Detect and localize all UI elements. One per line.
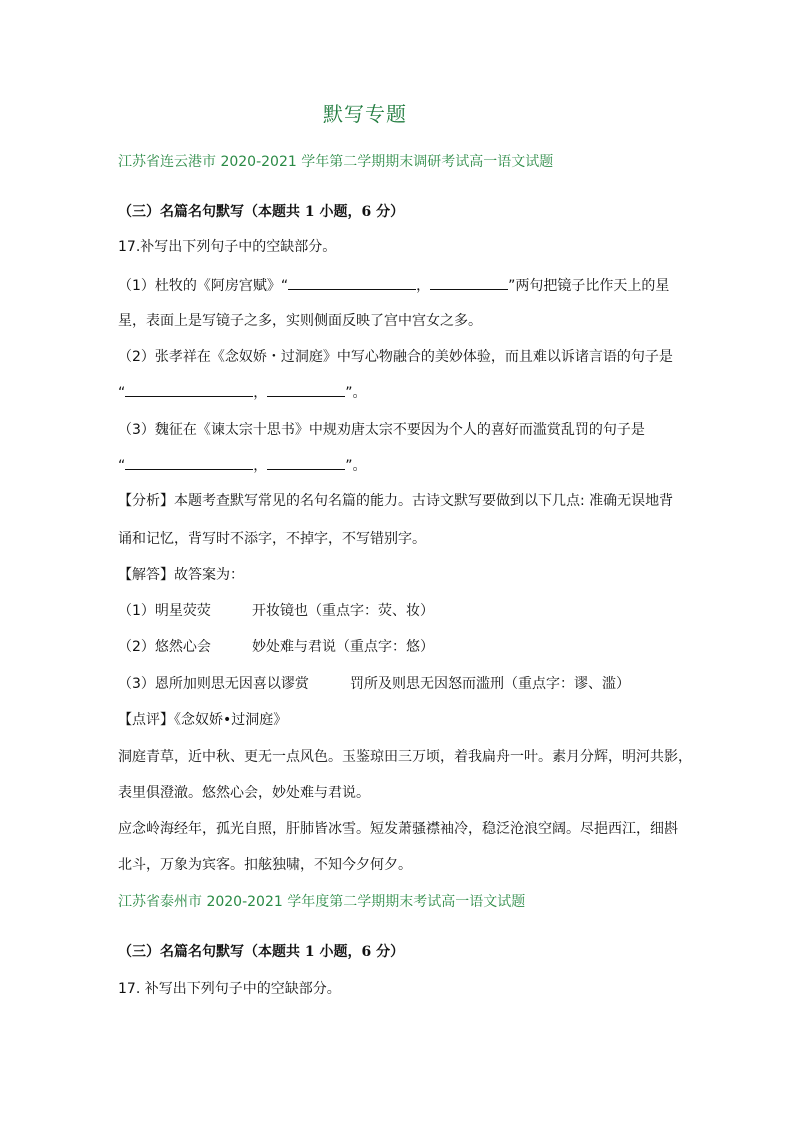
question-item-1 xyxy=(118,275,669,295)
open-quote: “ xyxy=(118,385,126,401)
poem-line-1: 洞庭青草，近中秋、更无一点风色。玉鉴琼田三万顷，着我扁舟一叶。素月分辉，明河共影， xyxy=(118,749,692,765)
answer-2-a: （2）悠然心会 xyxy=(118,639,211,655)
answer-blank[interactable] xyxy=(267,382,345,397)
item-1-prefix: （1）杜牧的《阿房宫赋》“ xyxy=(118,278,289,294)
page-title: 默写专题 xyxy=(323,102,407,126)
answer-blank[interactable] xyxy=(125,382,253,397)
answer-2 xyxy=(118,638,434,656)
item-1-mid: ， xyxy=(416,278,431,294)
question-item-1-cont: 星，表面上是写镜子之多，实则侧面反映了宫中宫女之多。 xyxy=(118,313,482,329)
analysis-line-1: 【分析】本题考查默写常见的名句名篇的能力。古诗文默写要做到以下几点: 准确无误地背 xyxy=(118,493,674,509)
answer-1 xyxy=(118,602,434,620)
section-heading-taizhou: 江苏省泰州市 2020-2021 学年度第二学期期末考试高一语文试题 xyxy=(118,894,526,910)
analysis-line-2: 诵和记忆，背写时不添字，不掉字，不写错别字。 xyxy=(118,531,426,547)
comma: ， xyxy=(253,458,268,474)
comma: ， xyxy=(253,385,268,401)
question-item-3-blanks xyxy=(118,455,367,475)
question-17-2: 17. 补写出下列句子中的空缺部分。 xyxy=(118,981,341,997)
section-subhead: （三）名篇名句默写（本题共 1 小题，6 分） xyxy=(118,204,405,220)
item-1-suffix: ”两句把镜子比作天上的星 xyxy=(508,278,670,294)
open-quote: “ xyxy=(118,458,126,474)
answer-1-b: 开妆镜也（重点字：荧、妆） xyxy=(252,603,434,619)
answer-blank[interactable] xyxy=(288,275,416,290)
poem-line-4: 北斗，万象为宾客。扣舷独啸，不知今夕何夕。 xyxy=(118,857,412,873)
poem-line-2: 表里俱澄澈。悠然心会，妙处难与君说。 xyxy=(118,785,370,801)
comment-label: 【点评】《念奴娇•过洞庭》 xyxy=(118,712,288,728)
answer-blank[interactable] xyxy=(430,275,508,290)
answer-1-a: （1）明星荧荧 xyxy=(118,603,211,619)
question-17: 17.补写出下列句子中的空缺部分。 xyxy=(118,239,337,255)
close-quote: ”。 xyxy=(345,458,367,474)
answer-blank[interactable] xyxy=(267,455,345,470)
question-item-3: （3）魏征在《谏太宗十思书》中规劝唐太宗不要因为个人的喜好而滥赏乱罚的句子是 xyxy=(118,422,645,438)
answer-2-b: 妙处难与君说（重点字：悠） xyxy=(252,639,434,655)
poem-line-3: 应念岭海经年，孤光自照，肝肺皆冰雪。短发萧骚襟袖冷，稳泛沧浪空阔。尽挹西江，细斟 xyxy=(118,821,678,837)
answer-label: 【解答】故答案为： xyxy=(118,567,244,583)
answer-3 xyxy=(118,675,630,693)
answer-3-b: 罚所及则思无因怒而滥刑（重点字：谬、滥） xyxy=(350,676,630,692)
answer-3-a: （3）恩所加则思无因喜以谬赏 xyxy=(118,676,309,692)
question-item-2-blanks xyxy=(118,382,367,402)
answer-blank[interactable] xyxy=(125,455,253,470)
question-item-2: （2）张孝祥在《念奴娇・过洞庭》中写心物融合的美妙体验，而且难以诉诸言语的句子是 xyxy=(118,349,673,365)
section-subhead-2: （三）名篇名句默写（本题共 1 小题，6 分） xyxy=(118,944,405,960)
section-heading-lianyungang: 江苏省连云港市 2020-2021 学年第二学期期末调研考试高一语文试题 xyxy=(118,154,554,170)
close-quote: ”。 xyxy=(345,385,367,401)
